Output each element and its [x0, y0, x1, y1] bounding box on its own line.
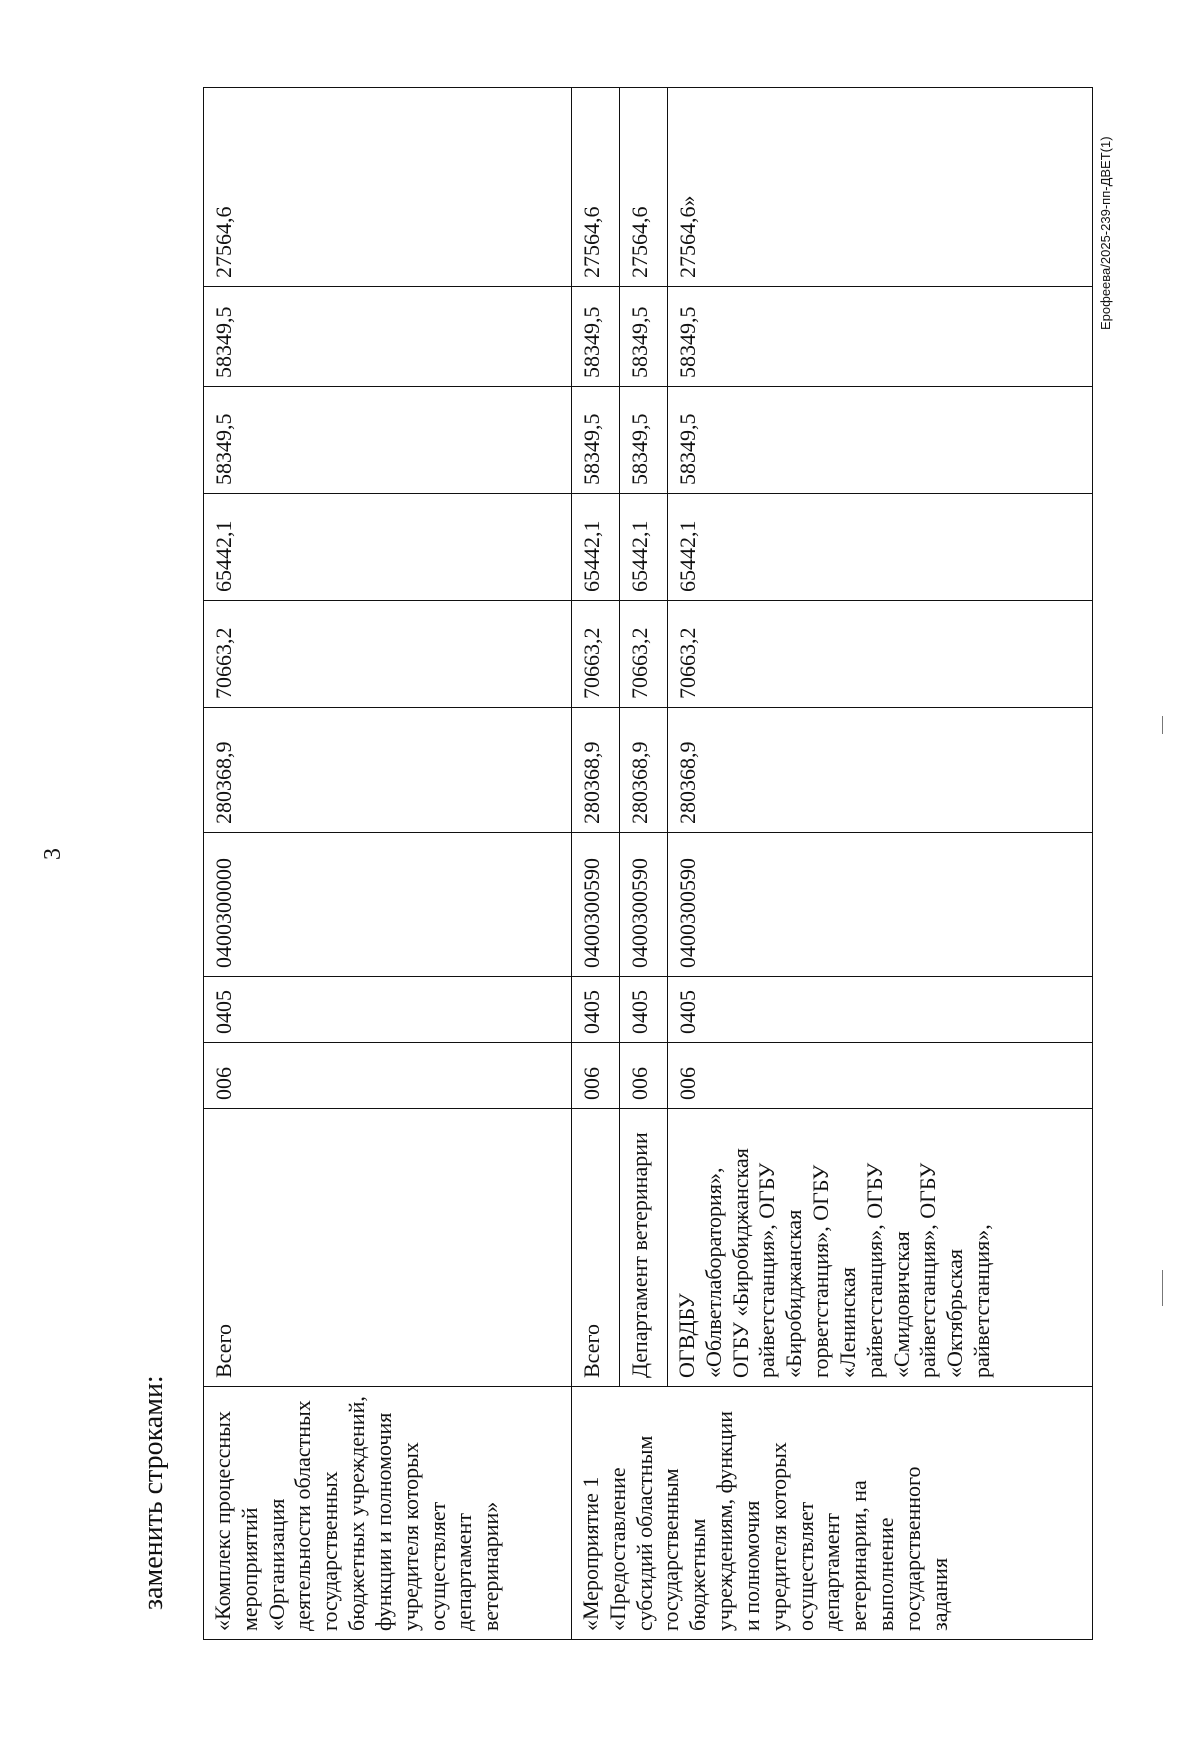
- year-3-cell: 58349,5: [204, 387, 572, 494]
- csr-cell: 0400300000: [204, 833, 572, 977]
- executor-cell: Всего: [204, 1109, 572, 1387]
- year-5-cell: 27564,6: [204, 88, 572, 287]
- year-1-cell: 70663,2: [668, 601, 1093, 708]
- year-5-cell: 27564,6: [572, 88, 620, 287]
- year-1-cell: 70663,2: [620, 601, 668, 708]
- grbs-cell: 006: [572, 1043, 620, 1109]
- year-4-cell: 58349,5: [204, 287, 572, 387]
- rzpr-cell: 0405: [668, 977, 1093, 1043]
- budget-table: [203, 88, 1093, 1640]
- grbs-cell: 006: [204, 1043, 572, 1109]
- year-1-cell: 70663,2: [204, 601, 572, 708]
- year-3-cell: 58349,5: [668, 387, 1093, 494]
- year-1-cell: 70663,2: [572, 601, 620, 708]
- executor-cell: Всего: [572, 1109, 620, 1387]
- year-3-cell: 58349,5: [620, 387, 668, 494]
- rzpr-cell: 0405: [204, 977, 572, 1043]
- executor-cell: ОГВДБУ «Облветлаборатория», ОГБУ «Биробиджанская райветстанция», ОГБУ «Биробиджанская горветстанция», ОГБУ «Ленинская райветстанция», ОГБУ «Смидовичская райветстанция», ОГБУ «Октябрьская райветстанция»,: [668, 1109, 1093, 1387]
- year-2-cell: 65442,1: [620, 494, 668, 601]
- page-number: 3: [40, 848, 66, 860]
- intro-text: заменить строками:: [138, 1375, 169, 1610]
- csr-cell: 0400300590: [668, 833, 1093, 977]
- margin-mark: [1162, 716, 1163, 734]
- year-2-cell: 65442,1: [668, 494, 1093, 601]
- csr-cell: 0400300590: [620, 833, 668, 977]
- row-name-cell: «Комплекс процессных мероприятий «Организация деятельности областных государственных бюджетных учреждений, функции и полномочия учредителя которых осуществляет департамент ветеринарии»: [204, 1387, 572, 1640]
- margin-mark: [1162, 1270, 1163, 1306]
- document-footer: Ерофеева/2025-239-пп-ДВЕТ(1): [1098, 136, 1113, 330]
- grbs-cell: 006: [620, 1043, 668, 1109]
- table-row: [204, 88, 572, 1640]
- year-2-cell: 65442,1: [572, 494, 620, 601]
- row-name-cell: «Мероприятие 1 «Предоставление субсидий областным государственным бюджетным учреждениям, функции и полномочия учредителя которых осуществляет департамент ветеринарии, на выполнение государственного задания: [572, 1387, 1093, 1640]
- year-4-cell: 58349,5: [620, 287, 668, 387]
- year-4-cell: 58349,5: [668, 287, 1093, 387]
- year-5-cell: 27564,6: [620, 88, 668, 287]
- rzpr-cell: 0405: [572, 977, 620, 1043]
- total-cell: 280368,9: [620, 708, 668, 833]
- total-cell: 280368,9: [668, 708, 1093, 833]
- rzpr-cell: 0405: [620, 977, 668, 1043]
- year-2-cell: 65442,1: [204, 494, 572, 601]
- year-5-cell: 27564,6»: [668, 88, 1093, 287]
- table-row: [572, 88, 620, 1640]
- grbs-cell: 006: [668, 1043, 1093, 1109]
- total-cell: 280368,9: [204, 708, 572, 833]
- year-3-cell: 58349,5: [572, 387, 620, 494]
- csr-cell: 0400300590: [572, 833, 620, 977]
- year-4-cell: 58349,5: [572, 287, 620, 387]
- executor-cell: Департамент ветеринарии: [620, 1109, 668, 1387]
- total-cell: 280368,9: [572, 708, 620, 833]
